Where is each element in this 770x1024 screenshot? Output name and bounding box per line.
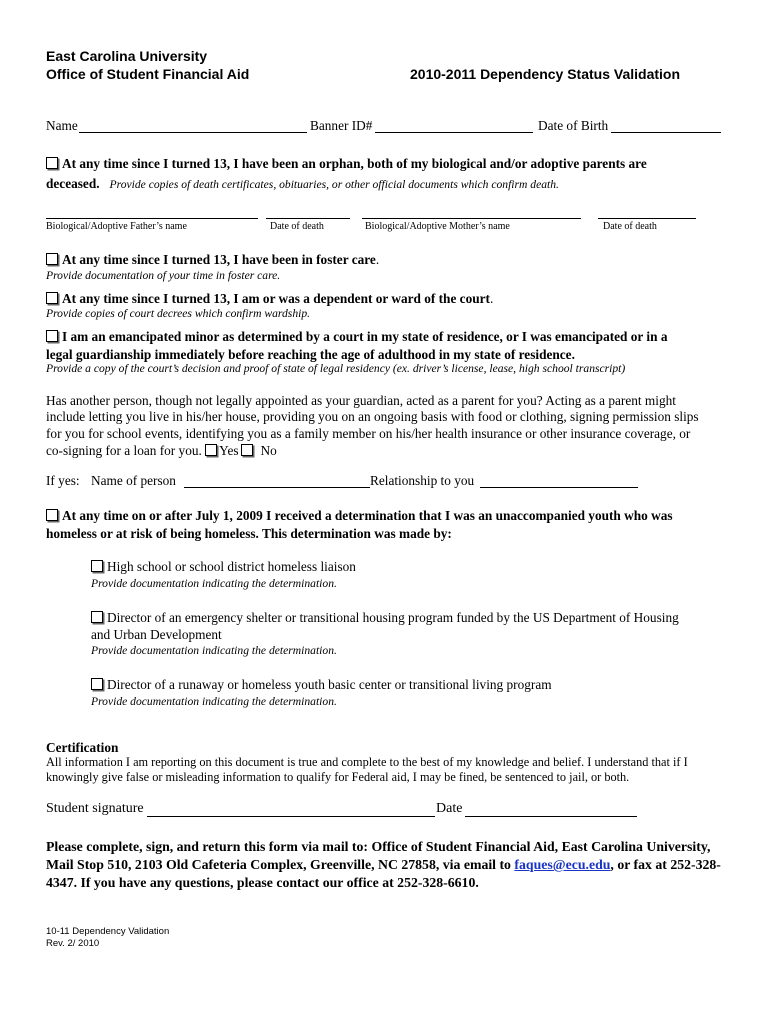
orphan-line1: At any time since I turned 13, I have been an orphan, both of my biological and/or adoptive parents are: [62, 156, 647, 171]
return-line2-post: , or fax at 252-328-: [610, 857, 721, 872]
person-name-field[interactable]: [184, 487, 370, 488]
foster-text: At any time since I turned 13, I have been in foster care: [62, 252, 376, 267]
return-line3: 4347. If you have any questions, please contact our office at 252-328-6610.: [46, 875, 479, 890]
certification-line2: knowingly give false or misleading information to qualify for Federal aid, I may be fined, be sentenced to jail, or both.: [46, 770, 630, 784]
foster-period: .: [375, 252, 380, 267]
person-name-label: Name of person: [91, 473, 176, 488]
mother-name-label: Biological/Adoptive Mother’s name: [365, 221, 510, 232]
orphan-instruction: Provide copies of death certificates, obituaries, or other official documents which confirm death.: [109, 178, 559, 191]
homeless-checkbox[interactable]: [46, 509, 58, 521]
mother-death-date-field[interactable]: [598, 218, 696, 219]
dob-field[interactable]: [611, 132, 721, 133]
liaison-instruction: Provide documentation indicating the determination.: [91, 577, 337, 590]
homeless-line1: At any time on or after July 1, 2009 I received a determination that I was an unaccompanied youth who was: [62, 508, 673, 523]
shelter-instruction: Provide documentation indicating the determination.: [91, 644, 337, 657]
father-name-label: Biological/Adoptive Father’s name: [46, 221, 187, 232]
no-label: No: [260, 443, 277, 458]
foster-statement: [46, 251, 379, 269]
homeless-statement: [46, 508, 673, 524]
mother-name-field[interactable]: [362, 218, 581, 219]
orphan-statement: [46, 156, 647, 172]
ward-checkbox[interactable]: [46, 292, 58, 304]
other-person-line4: [46, 443, 277, 459]
signature-date-field[interactable]: [465, 816, 637, 817]
liaison-checkbox[interactable]: [91, 560, 103, 572]
if-yes-label: If yes:: [46, 473, 80, 488]
name-label: Name: [46, 118, 78, 133]
footer-revision: Rev. 2/ 2010: [46, 938, 100, 949]
runaway-option: [91, 677, 552, 693]
email-link[interactable]: faques@ecu.edu: [514, 857, 611, 872]
other-person-line2: include letting you live in his/her house, providing you on an ongoing basis with food or clothing, signing permission slips: [46, 409, 699, 424]
father-death-date-field[interactable]: [266, 218, 350, 219]
no-checkbox[interactable]: [241, 444, 253, 456]
shelter-label: Director of an emergency shelter or transitional housing program funded by the US Department of Housing: [107, 610, 679, 625]
ward-statement: [46, 290, 493, 308]
father-death-label: Date of death: [270, 221, 324, 232]
runaway-label: Director of a runaway or homeless youth basic center or transitional living program: [107, 677, 552, 692]
foster-checkbox[interactable]: [46, 253, 58, 265]
form-title: 2010-2011 Dependency Status Validation: [410, 66, 681, 82]
runaway-instruction: Provide documentation indicating the determination.: [91, 695, 337, 708]
certification-line1: All information I am reporting on this document is true and complete to the best of my knowledge and belief. I understand that if I: [46, 755, 688, 769]
emancipated-statement: [46, 329, 667, 345]
return-line2: [46, 857, 721, 873]
ward-text: At any time since I turned 13, I am or was a dependent or ward of the court: [62, 291, 490, 306]
emancipated-line2: legal guardianship immediately before reaching the age of adulthood in my state of residence.: [46, 347, 575, 362]
mother-death-label: Date of death: [603, 221, 657, 232]
ward-period: .: [489, 291, 494, 306]
orphan-checkbox[interactable]: [46, 157, 58, 169]
shelter-checkbox[interactable]: [91, 611, 103, 623]
liaison-option: [91, 559, 356, 575]
orphan-deceased: deceased.: [46, 176, 100, 191]
other-person-line1: Has another person, though not legally appointed as your guardian, acted as a parent for you? Acting as a parent might: [46, 393, 676, 408]
shelter-option: [91, 610, 679, 626]
emancipated-checkbox[interactable]: [46, 330, 58, 342]
emancipated-line1: I am an emancipated minor as determined by a court in my state of residence, or I was emancipated or in a: [62, 329, 668, 344]
footer-form-id: 10-11 Dependency Validation: [46, 926, 170, 937]
liaison-label: High school or school district homeless liaison: [107, 559, 356, 574]
certification-heading: Certification: [46, 740, 119, 755]
father-name-field[interactable]: [46, 218, 258, 219]
other-person-line4-text: co-signing for a loan for you.: [46, 443, 202, 458]
shelter-label-line2: and Urban Development: [91, 627, 222, 642]
date-label: Date: [436, 801, 463, 816]
emancipated-instruction: Provide a copy of the court’s decision and proof of state of legal residency (ex. driver’s license, lease, high school transcript): [46, 362, 626, 375]
university-name: East Carolina University: [46, 48, 208, 64]
signature-field[interactable]: [147, 816, 435, 817]
relationship-field[interactable]: [480, 487, 638, 488]
return-line1: Please complete, sign, and return this form via mail to: Office of Student Financial Aid, East Carolina University,: [46, 839, 711, 854]
yes-checkbox[interactable]: [205, 444, 217, 456]
office-name: Office of Student Financial Aid: [46, 66, 250, 82]
runaway-checkbox[interactable]: [91, 678, 103, 690]
dob-label: Date of Birth: [538, 118, 609, 133]
banner-id-label: Banner ID#: [310, 118, 373, 133]
other-person-line3: for you for school events, identifying you as a family member on his/her health insurance or other insurance coverage, or: [46, 426, 691, 441]
homeless-line2: homeless or at risk of being homeless. This determination was made by:: [46, 526, 452, 541]
banner-id-field[interactable]: [375, 132, 533, 133]
ward-instruction: Provide copies of court decrees which confirm wardship.: [46, 307, 311, 320]
foster-instruction: Provide documentation of your time in foster care.: [46, 269, 281, 282]
signature-label: Student signature: [46, 801, 144, 816]
return-line2-pre: Mail Stop 510, 2103 Old Cafeteria Complex, Greenville, NC 27858, via email to: [46, 857, 515, 872]
orphan-line2: [46, 175, 559, 193]
name-field[interactable]: [79, 132, 307, 133]
relationship-label: Relationship to you: [370, 473, 475, 488]
yes-label: Yes: [219, 443, 239, 458]
